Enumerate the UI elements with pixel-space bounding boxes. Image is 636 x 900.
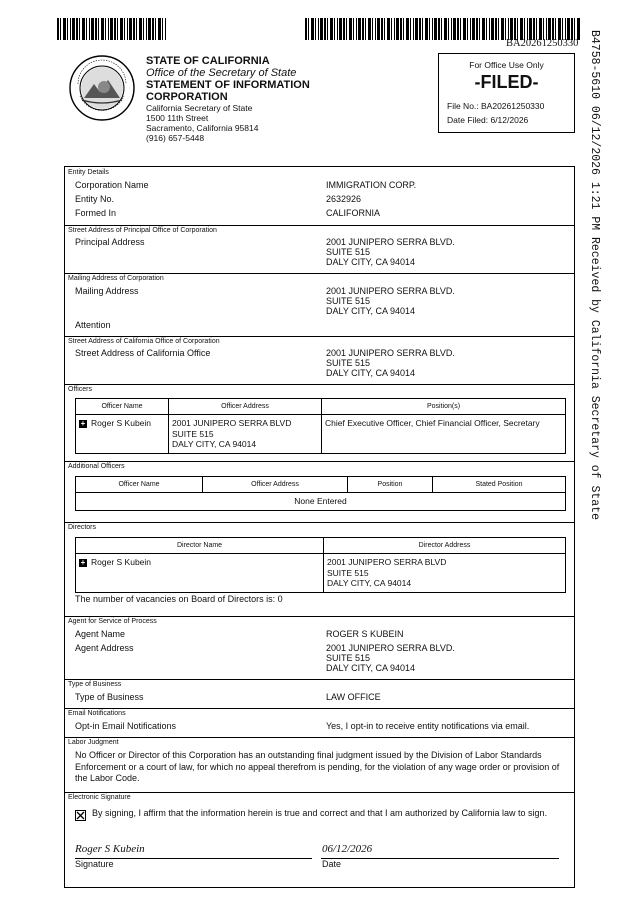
officers-table (75, 398, 566, 454)
director-name-cell (76, 554, 324, 593)
column-header: Position (348, 477, 433, 493)
officer-address-line-2: SUITE 515 (172, 428, 214, 439)
column-header: Officer Name (76, 477, 203, 493)
director-name: Roger S Kubein (91, 557, 152, 567)
expand-icon[interactable]: + (80, 419, 86, 428)
filed-status: -FILED- (474, 72, 539, 92)
barcode-left (57, 18, 167, 40)
sos-address-2: 1500 11th Street (146, 113, 209, 123)
table-header-row (76, 538, 566, 554)
business-type-label: Type of Business (75, 692, 144, 702)
directors-section (65, 522, 574, 617)
email-optin-label: Opt-in Email Notifications (75, 721, 177, 731)
directors-table (75, 537, 566, 593)
vacancies-text: The number of vacancies on Board of Directors is: 0 (75, 594, 283, 604)
agent-address-label: Agent Address (75, 643, 134, 653)
office-use-box (438, 53, 575, 133)
agency-name: STATE OF CALIFORNIA (146, 55, 270, 67)
officer-address-line-3: DALY CITY, CA 94014 (172, 439, 257, 449)
ca-office-label: Street Address of California Office (75, 348, 211, 358)
sos-address-1: California Secretary of State (146, 103, 253, 113)
sos-address-3: Sacramento, California 95814 (146, 123, 259, 133)
section-title: Officers (68, 386, 92, 393)
mailing-address-line-2: SUITE 515 (326, 296, 371, 306)
signature-label: Signature (75, 859, 114, 869)
officer-name-cell (76, 415, 169, 454)
additional-officers-table (75, 476, 566, 511)
section-title: Labor Judgment (68, 739, 119, 746)
section-title: Additional Officers (68, 463, 125, 470)
officer-positions: Chief Executive Officer, Chief Financial Officer, Secretary (322, 415, 566, 454)
expand-icon[interactable]: + (80, 558, 86, 567)
state-seal-icon (68, 54, 136, 122)
section-title: Entity Details (68, 169, 109, 176)
agent-name-label: Agent Name (75, 629, 126, 639)
table-header-row (76, 399, 566, 415)
mailing-address-section (65, 273, 574, 337)
received-stamp: B4758-5610 06/12/2026 1:21 PM Received by California Secretary of State (588, 30, 601, 520)
date-filed: Date Filed: 6/12/2026 (447, 115, 529, 125)
column-header: Officer Address (169, 399, 322, 415)
office-use-label: For Office Use Only (469, 60, 544, 70)
date-label: Date (322, 859, 342, 869)
entity-no-label: Entity No. (75, 194, 115, 204)
labor-judgment-section (65, 737, 574, 793)
agent-section (65, 616, 574, 680)
file-number: File No.: BA20261250330 (447, 101, 545, 111)
corporation-name-value: IMMIGRATION CORP. (326, 180, 417, 190)
director-address-cell (324, 554, 566, 593)
business-type-section (65, 679, 574, 709)
column-header: Officer Name (76, 399, 169, 415)
column-header: Director Name (76, 538, 324, 554)
mailing-address-line-1: 2001 JUNIPERO SERRA BLVD. (326, 286, 455, 296)
formed-in-label: Formed In (75, 208, 117, 218)
ca-office-line-1: 2001 JUNIPERO SERRA BLVD. (326, 348, 455, 358)
column-header: Position(s) (322, 399, 566, 415)
table-row (76, 415, 566, 454)
principal-office-section (65, 225, 574, 274)
date-line (321, 858, 559, 859)
attention-label: Attention (75, 320, 111, 330)
section-title: Electronic Signature (68, 794, 131, 801)
agent-address-line-2: SUITE 515 (326, 653, 371, 663)
officer-name: Roger S Kubein (91, 418, 152, 428)
principal-address-label: Principal Address (75, 237, 145, 247)
column-header: Officer Address (203, 477, 348, 493)
office-name: Office of the Secretary of State (146, 67, 297, 79)
agent-address-line-3: DALY CITY, CA 94014 (326, 663, 416, 673)
formed-in-value: CALIFORNIA (326, 208, 381, 218)
entity-details-section (65, 167, 574, 226)
empty-message: None Entered (76, 493, 566, 511)
table-header-row (76, 477, 566, 493)
mailing-address-label: Mailing Address (75, 286, 139, 296)
principal-address-line-3: DALY CITY, CA 94014 (326, 257, 416, 267)
email-notifications-section (65, 708, 574, 738)
additional-officers-section (65, 461, 574, 523)
form-title-1: STATEMENT OF INFORMATION (146, 79, 310, 91)
mailing-address-line-3: DALY CITY, CA 94014 (326, 306, 416, 316)
barcode-number: BA20261250330 (506, 38, 579, 49)
signature-value: Roger S Kubein (75, 843, 145, 855)
section-title: Mailing Address of Corporation (68, 275, 164, 282)
officer-address-cell (169, 415, 322, 454)
table-row (76, 554, 566, 593)
officer-address-line-1: 2001 JUNIPERO SERRA BLVD (172, 418, 292, 428)
section-title: Street Address of California Office of Corporation (68, 338, 220, 345)
principal-address-line-1: 2001 JUNIPERO SERRA BLVD. (326, 237, 455, 247)
checkbox-checked-icon (75, 810, 86, 821)
affirm-checkbox[interactable] (75, 808, 86, 826)
section-title: Street Address of Principal Office of Corporation (68, 227, 217, 234)
statement-form (64, 166, 575, 888)
form-title-2: CORPORATION (146, 91, 228, 103)
agent-address-line-1: 2001 JUNIPERO SERRA BLVD. (326, 643, 455, 653)
director-address-line-1: 2001 JUNIPERO SERRA BLVD (327, 557, 447, 567)
officers-section (65, 384, 574, 462)
entity-no-value: 2632926 (326, 194, 362, 204)
barcode-right (305, 18, 580, 40)
business-type-value: LAW OFFICE (326, 692, 381, 702)
electronic-signature-section (65, 792, 574, 887)
agent-name-value: ROGER S KUBEIN (326, 629, 404, 639)
section-title: Type of Business (68, 681, 122, 688)
sos-phone: (916) 657-5448 (146, 133, 205, 143)
email-optin-value: Yes, I opt-in to receive entity notifications via email. (326, 721, 530, 731)
section-title: Email Notifications (68, 710, 126, 717)
director-address-line-3: DALY CITY, CA 94014 (327, 578, 412, 588)
california-office-section (65, 336, 574, 385)
director-address-line-2: SUITE 515 (327, 567, 369, 578)
labor-judgment-text: No Officer or Director of this Corporation has an outstanding final judgment issued by the Division of Labor Standards Enforcement or a court of law, for which no appeal therefrom is pending, for the violation of any wage order or provision of the Labor Code. (75, 750, 560, 783)
affirm-text: By signing, I affirm that the information herein is true and correct and that I am authorized by California law to sign. (92, 808, 548, 818)
column-header: Director Address (324, 538, 566, 554)
table-row (76, 493, 566, 511)
ca-office-line-3: DALY CITY, CA 94014 (326, 368, 416, 378)
ca-office-line-2: SUITE 515 (326, 358, 371, 368)
corporation-name-label: Corporation Name (75, 180, 149, 190)
date-value: 06/12/2026 (322, 843, 373, 855)
section-title: Agent for Service of Process (68, 618, 157, 625)
column-header: Stated Position (433, 477, 566, 493)
principal-address-line-2: SUITE 515 (326, 247, 371, 257)
section-title: Directors (68, 524, 97, 531)
